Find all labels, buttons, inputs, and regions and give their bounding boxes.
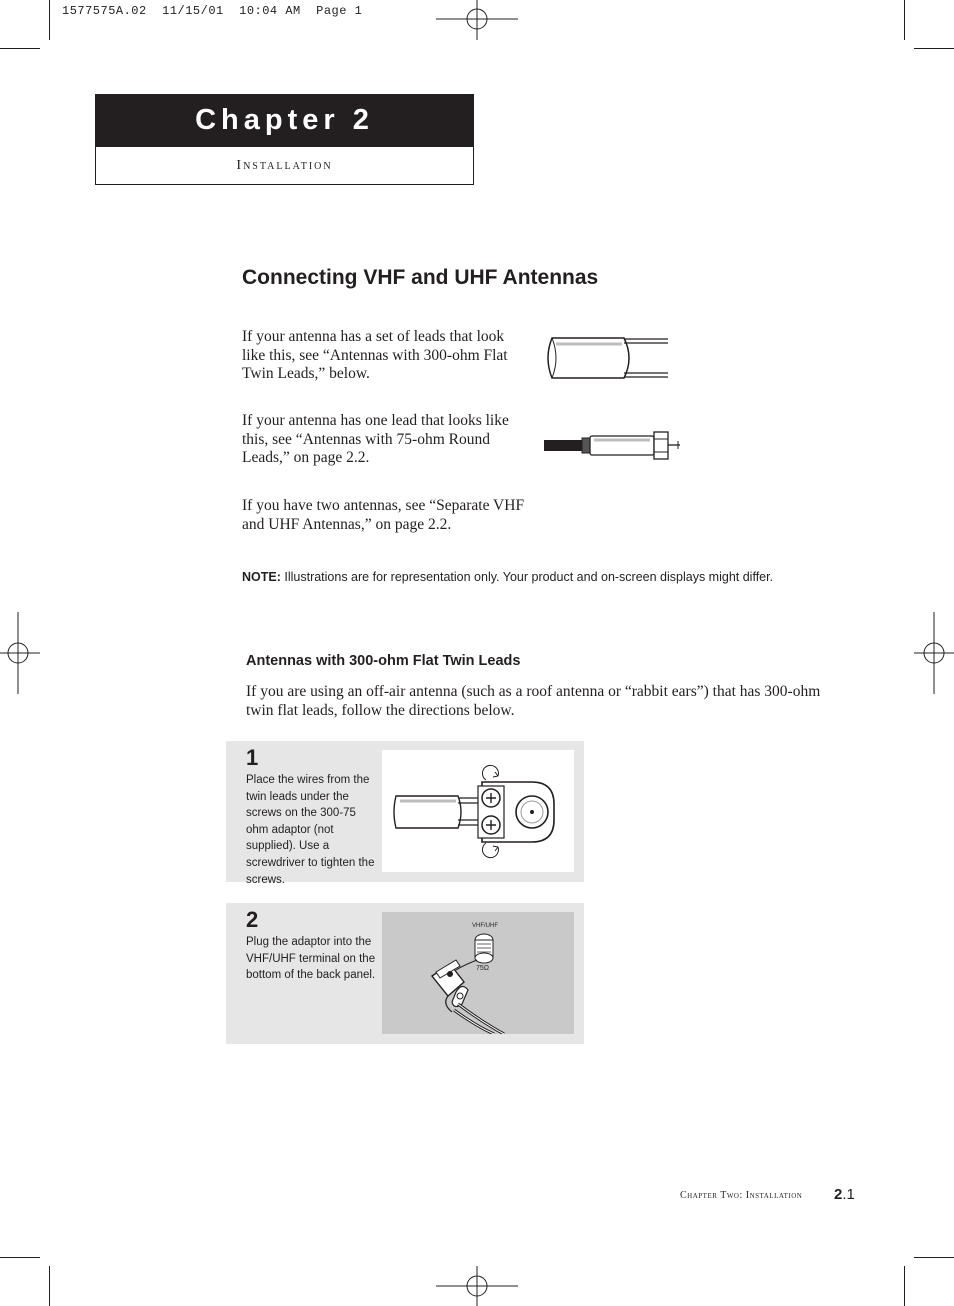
adaptor-plug-drawing: [382, 912, 574, 1034]
note-label: NOTE:: [242, 570, 281, 584]
crop-mark: [914, 48, 954, 49]
crop-mark: [914, 1257, 954, 1258]
crop-mark: [0, 1257, 40, 1258]
flat-twin-lead-illustration: [544, 334, 674, 384]
step-text: Place the wires from the twin leads under the screws on the 300-75 ohm adaptor (not supplied). Use a screwdriver to tighten the screws.: [246, 774, 375, 886]
paragraph-round-lead: If your antenna has one lead that looks like this, see “Antennas with 75-ohm Round Leads,” on page 2.2.: [242, 412, 509, 466]
round-lead-illustration: [542, 428, 684, 462]
adaptor-plug-illustration: [382, 912, 574, 1034]
running-footer: Chapter Two: Installation: [680, 1190, 803, 1201]
print-slug: 1577575A.02 11/15/01 10:04 AM Page 1: [62, 4, 363, 18]
step-1-panel: [226, 741, 584, 886]
paragraph-flat-leads: If your antenna has a set of leads that look like this, see “Antennas with 300-ohm Flat Twin Leads,” below.: [242, 328, 508, 382]
step-text: Plug the adaptor into the VHF/UHF terminal on the bottom of the back panel.: [246, 936, 376, 982]
crop-mark: [49, 0, 50, 40]
registration-mark-left: [0, 612, 40, 694]
crop-mark: [904, 1266, 905, 1306]
step-number: 1: [246, 745, 259, 770]
crop-mark: [0, 48, 40, 49]
registration-mark-right: [914, 612, 954, 694]
crop-mark: [49, 1266, 50, 1306]
note-text: Illustrations are for representation only. Your product and on-screen displays might differ.: [280, 570, 774, 584]
chapter-title: Chapter 2: [96, 95, 473, 147]
page-number: 2.1: [834, 1186, 855, 1203]
impedance-label: 75Ω: [476, 965, 490, 972]
adaptor-wiring-illustration: [382, 750, 574, 872]
note: [242, 570, 773, 584]
subsection-text: If you are using an off-air antenna (such as a roof antenna or “rabbit ears”) that has 300-ohm twin flat leads, follow the directions below.: [246, 683, 821, 719]
section-title: Connecting VHF and UHF Antennas: [242, 266, 599, 289]
registration-mark-bottom: [436, 1266, 518, 1306]
chapter-subtitle: Installation: [236, 158, 333, 173]
chapter-header: [95, 94, 474, 185]
step-2-panel: [226, 903, 584, 1044]
crop-mark: [904, 0, 905, 40]
step-number: 2: [246, 907, 259, 932]
paragraph-two-antennas: If you have two antennas, see “Separate VHF and UHF Antennas,” on page 2.2.: [242, 497, 525, 533]
subsection-title: Antennas with 300-ohm Flat Twin Leads: [246, 653, 521, 669]
vhf-uhf-terminal-label: VHF/UHF: [472, 923, 498, 929]
registration-mark-top: [436, 0, 518, 40]
